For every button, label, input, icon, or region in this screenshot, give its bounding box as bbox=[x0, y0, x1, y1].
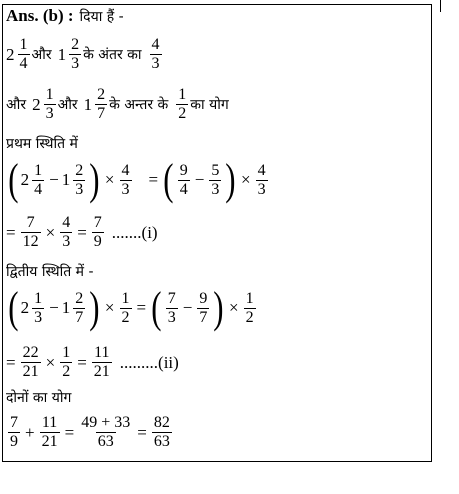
case1-heading bbox=[6, 134, 78, 153]
right-paren: ) bbox=[89, 283, 100, 332]
given-text: के अंतर का bbox=[83, 47, 142, 63]
minus-sign: − bbox=[194, 170, 205, 189]
fraction: $\frac{9}{4}$ bbox=[179, 161, 188, 198]
minus-sign: − bbox=[182, 298, 193, 317]
mixed-whole: 1 bbox=[61, 170, 71, 189]
answer-label: Ans. (b) : bbox=[6, 6, 74, 25]
answer-intro: दिया हैं - bbox=[79, 8, 124, 25]
fraction: $\frac{1}{3}$ bbox=[34, 289, 43, 326]
fraction: $\frac{11}{21}$ bbox=[93, 344, 110, 380]
given-text: का योग bbox=[190, 97, 229, 113]
left-paren: ( bbox=[163, 155, 174, 204]
fraction: $\frac{22}{21}$ bbox=[22, 344, 39, 380]
case2-result bbox=[6, 344, 179, 381]
case1-expression bbox=[6, 155, 270, 204]
right-paren: ) bbox=[213, 283, 224, 332]
fraction: $\frac{7}{12}$ bbox=[22, 214, 39, 250]
minus-sign: − bbox=[49, 298, 59, 317]
fraction: $\frac{9}{7}$ bbox=[199, 289, 208, 326]
fraction: $\frac{1}{2}$ bbox=[62, 344, 71, 380]
answer-heading bbox=[6, 6, 124, 26]
plus-sign: + bbox=[25, 422, 35, 442]
right-paren: ) bbox=[89, 155, 100, 204]
sum-heading-text: दोनों का योग bbox=[6, 390, 72, 406]
fraction: $\frac{4}{3}$ bbox=[151, 36, 160, 72]
conjunction: और bbox=[31, 47, 52, 63]
fraction: $\frac{2}{3}$ bbox=[71, 36, 80, 72]
equals-sign: = bbox=[136, 298, 147, 317]
fraction: $\frac{82}{63}$ bbox=[153, 414, 170, 450]
case1-result bbox=[6, 214, 158, 251]
minus-sign: − bbox=[49, 170, 59, 189]
fraction: $\frac{7}{9}$ bbox=[10, 414, 18, 450]
fraction: $\frac{11}{21}$ bbox=[41, 414, 58, 450]
fraction: $\frac{1}{3}$ bbox=[45, 86, 54, 122]
mixed-whole: 1 bbox=[83, 94, 93, 114]
case1-heading-text: प्रथम स्थिति में bbox=[6, 136, 78, 152]
fraction: $\frac{49 + 33}{63}$ bbox=[81, 414, 131, 450]
left-paren: ( bbox=[8, 155, 19, 204]
given-line bbox=[6, 36, 164, 73]
equals-sign: = bbox=[77, 222, 87, 242]
equals-sign: = bbox=[77, 352, 87, 372]
equals-sign: = bbox=[148, 170, 159, 189]
fraction: $\frac{1}{2}$ bbox=[178, 86, 187, 122]
sum-expression bbox=[6, 414, 174, 451]
fraction: $\frac{4}{3}$ bbox=[121, 161, 130, 198]
mixed-whole: 2 bbox=[20, 170, 30, 189]
sum-heading bbox=[6, 388, 71, 407]
fraction: $\frac{2}{7}$ bbox=[75, 289, 84, 326]
given-line-2 bbox=[6, 86, 229, 123]
fraction: $\frac{1}{2}$ bbox=[121, 289, 130, 326]
conjunction: और bbox=[6, 97, 27, 113]
case2-heading bbox=[6, 262, 94, 281]
case2-heading-text: द्वितीय स्थिति में - bbox=[6, 264, 94, 280]
mixed-whole: 2 bbox=[32, 94, 41, 114]
mixed-whole: 1 bbox=[61, 298, 71, 317]
mixed-whole: 1 bbox=[57, 44, 67, 64]
given-text: के अन्तर के bbox=[109, 97, 169, 113]
fraction: $\frac{7}{3}$ bbox=[167, 289, 176, 326]
fraction: $\frac{1}{4}$ bbox=[19, 36, 28, 72]
mixed-whole: 2 bbox=[6, 44, 15, 64]
case2-expression bbox=[6, 283, 258, 332]
fraction: $\frac{2}{3}$ bbox=[75, 161, 84, 198]
equals-sign: = bbox=[6, 222, 16, 242]
fraction: $\frac{7}{9}$ bbox=[93, 214, 102, 250]
equals-sign: = bbox=[6, 352, 16, 372]
equation-tag: .........(ii) bbox=[119, 352, 179, 372]
equals-sign: = bbox=[64, 422, 75, 442]
conjunction: और bbox=[57, 97, 78, 113]
equals-sign: = bbox=[137, 422, 147, 442]
times-sign: × bbox=[104, 170, 115, 189]
times-sign: × bbox=[104, 298, 115, 317]
right-paren: ) bbox=[225, 155, 236, 204]
corner-mark bbox=[440, 0, 441, 12]
times-sign: × bbox=[45, 352, 56, 372]
mixed-whole: 2 bbox=[20, 298, 30, 317]
fraction: $\frac{1}{2}$ bbox=[245, 289, 254, 326]
fraction: $\frac{4}{3}$ bbox=[257, 161, 266, 198]
left-paren: ( bbox=[8, 283, 19, 332]
fraction: $\frac{1}{4}$ bbox=[34, 161, 43, 198]
times-sign: × bbox=[229, 298, 239, 317]
equation-tag: .......(i) bbox=[111, 222, 158, 242]
fraction: $\frac{2}{7}$ bbox=[97, 86, 106, 122]
times-sign: × bbox=[241, 170, 251, 189]
left-paren: ( bbox=[151, 283, 162, 332]
times-sign: × bbox=[45, 222, 56, 242]
fraction: $\frac{5}{3}$ bbox=[211, 161, 220, 198]
fraction: $\frac{4}{3}$ bbox=[62, 214, 71, 250]
